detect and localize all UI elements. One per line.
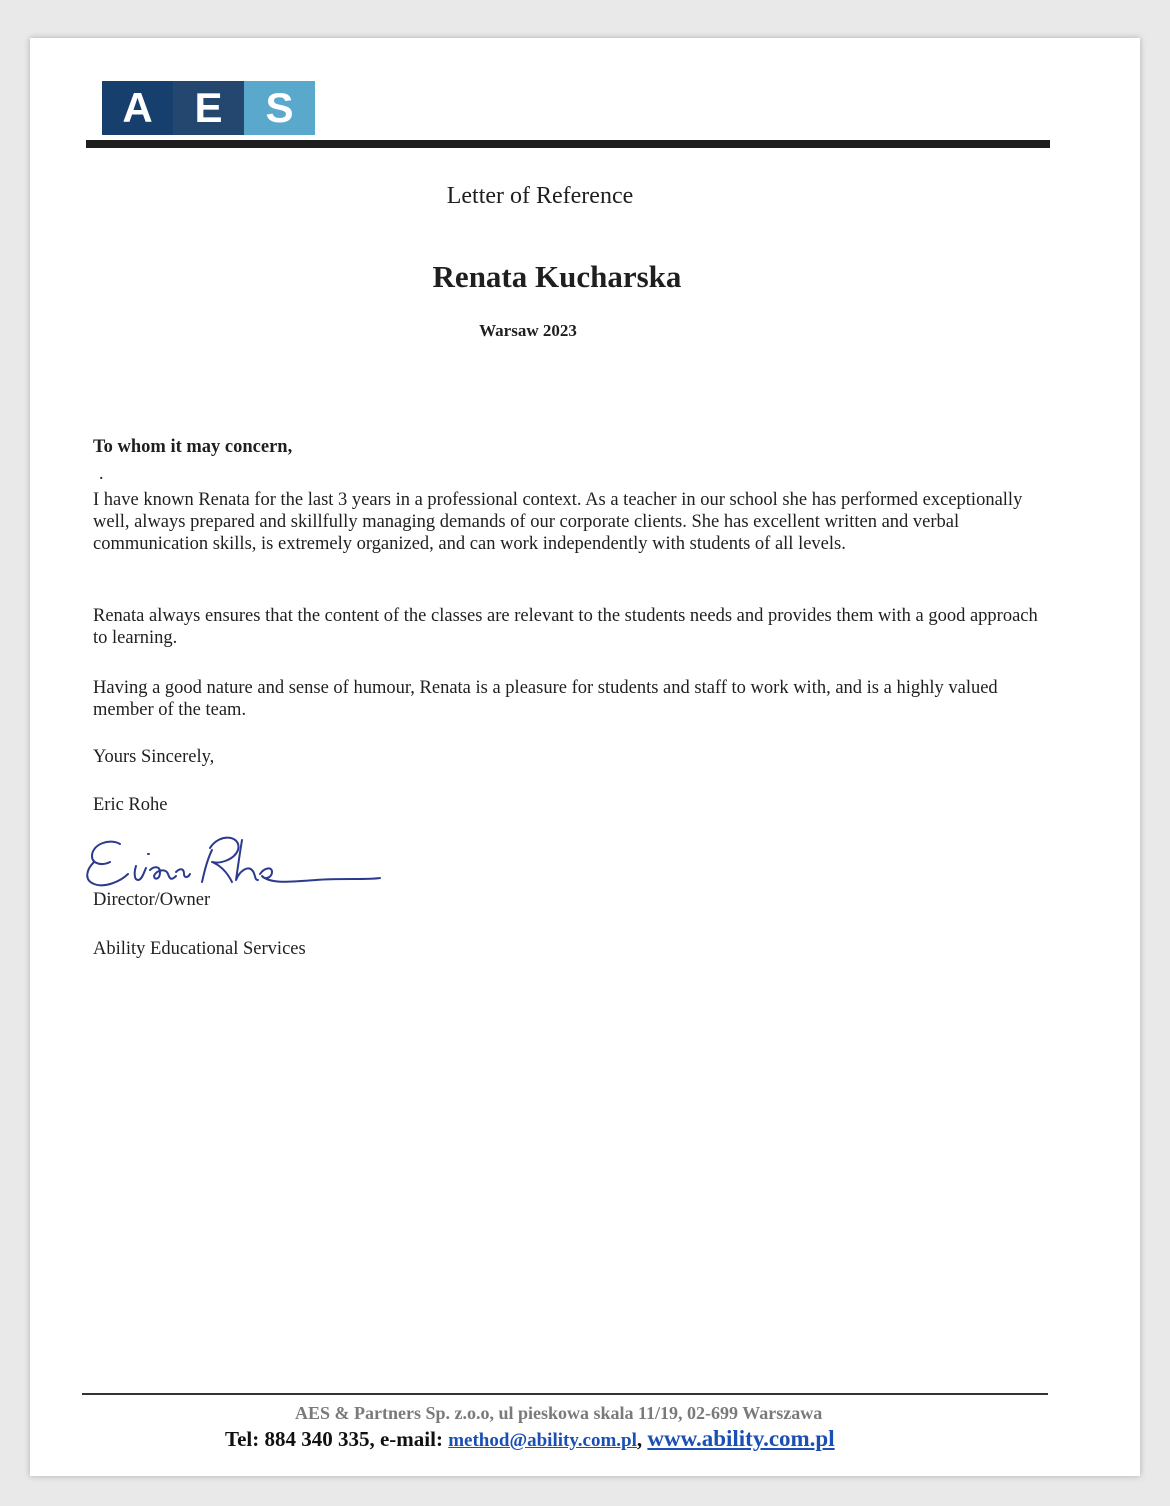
tel-label: Tel: <box>225 1427 260 1451</box>
tel-number: 884 340 335, <box>264 1427 375 1451</box>
email-label: e-mail: <box>379 1427 443 1451</box>
document-title-text: Letter of Reference <box>446 183 634 209</box>
footer-contact <box>225 1426 835 1452</box>
signer-organization: Ability Educational Services <box>93 939 306 959</box>
paragraph-1: I have known Renata for the last 3 years in a professional context. As a teacher in our school she has performed exceptionally well, always prepared and skillfully managing demands of our corporate clients. She has excellent written and verbal communication skills, is extremely organized, and can work independently with students of all levels. <box>93 490 1023 554</box>
logo-letter-s: S <box>244 81 315 135</box>
email-link[interactable]: method@ability.com.pl <box>448 1430 637 1451</box>
stray-mark: . <box>99 463 104 483</box>
logo-letter-e: E <box>173 81 244 135</box>
place-date-text: Warsaw 2023 <box>479 321 577 340</box>
logo-letter-a: A <box>102 81 173 135</box>
link-separator: , <box>636 1427 643 1451</box>
salutation: To whom it may concern, <box>93 437 293 457</box>
signer-title: Director/Owner <box>93 890 211 910</box>
footer-divider <box>82 1393 1048 1395</box>
website-link[interactable]: www.ability.com.pl <box>647 1426 835 1451</box>
aes-logo <box>102 81 315 135</box>
recipient-name <box>30 259 1140 295</box>
document-title <box>30 183 1140 210</box>
letter-page <box>30 38 1140 1476</box>
closing: Yours Sincerely, <box>93 747 215 767</box>
header-divider <box>86 140 1050 148</box>
recipient-name-text: Renata Kucharska <box>432 259 682 294</box>
paragraph-3: Having a good nature and sense of humour, Renata is a pleasure for students and staff to work with, and is a highly valued member of the team. <box>93 678 998 720</box>
place-date <box>30 321 1140 341</box>
paragraph-2: Renata always ensures that the content of the classes are relevant to the students needs and provides them with a good approach to learning. <box>93 606 1038 648</box>
footer-address: AES & Partners Sp. z.o.o, ul pieskowa skala 11/19, 02-699 Warszawa <box>295 1403 823 1423</box>
signer-name: Eric Rohe <box>93 795 168 815</box>
